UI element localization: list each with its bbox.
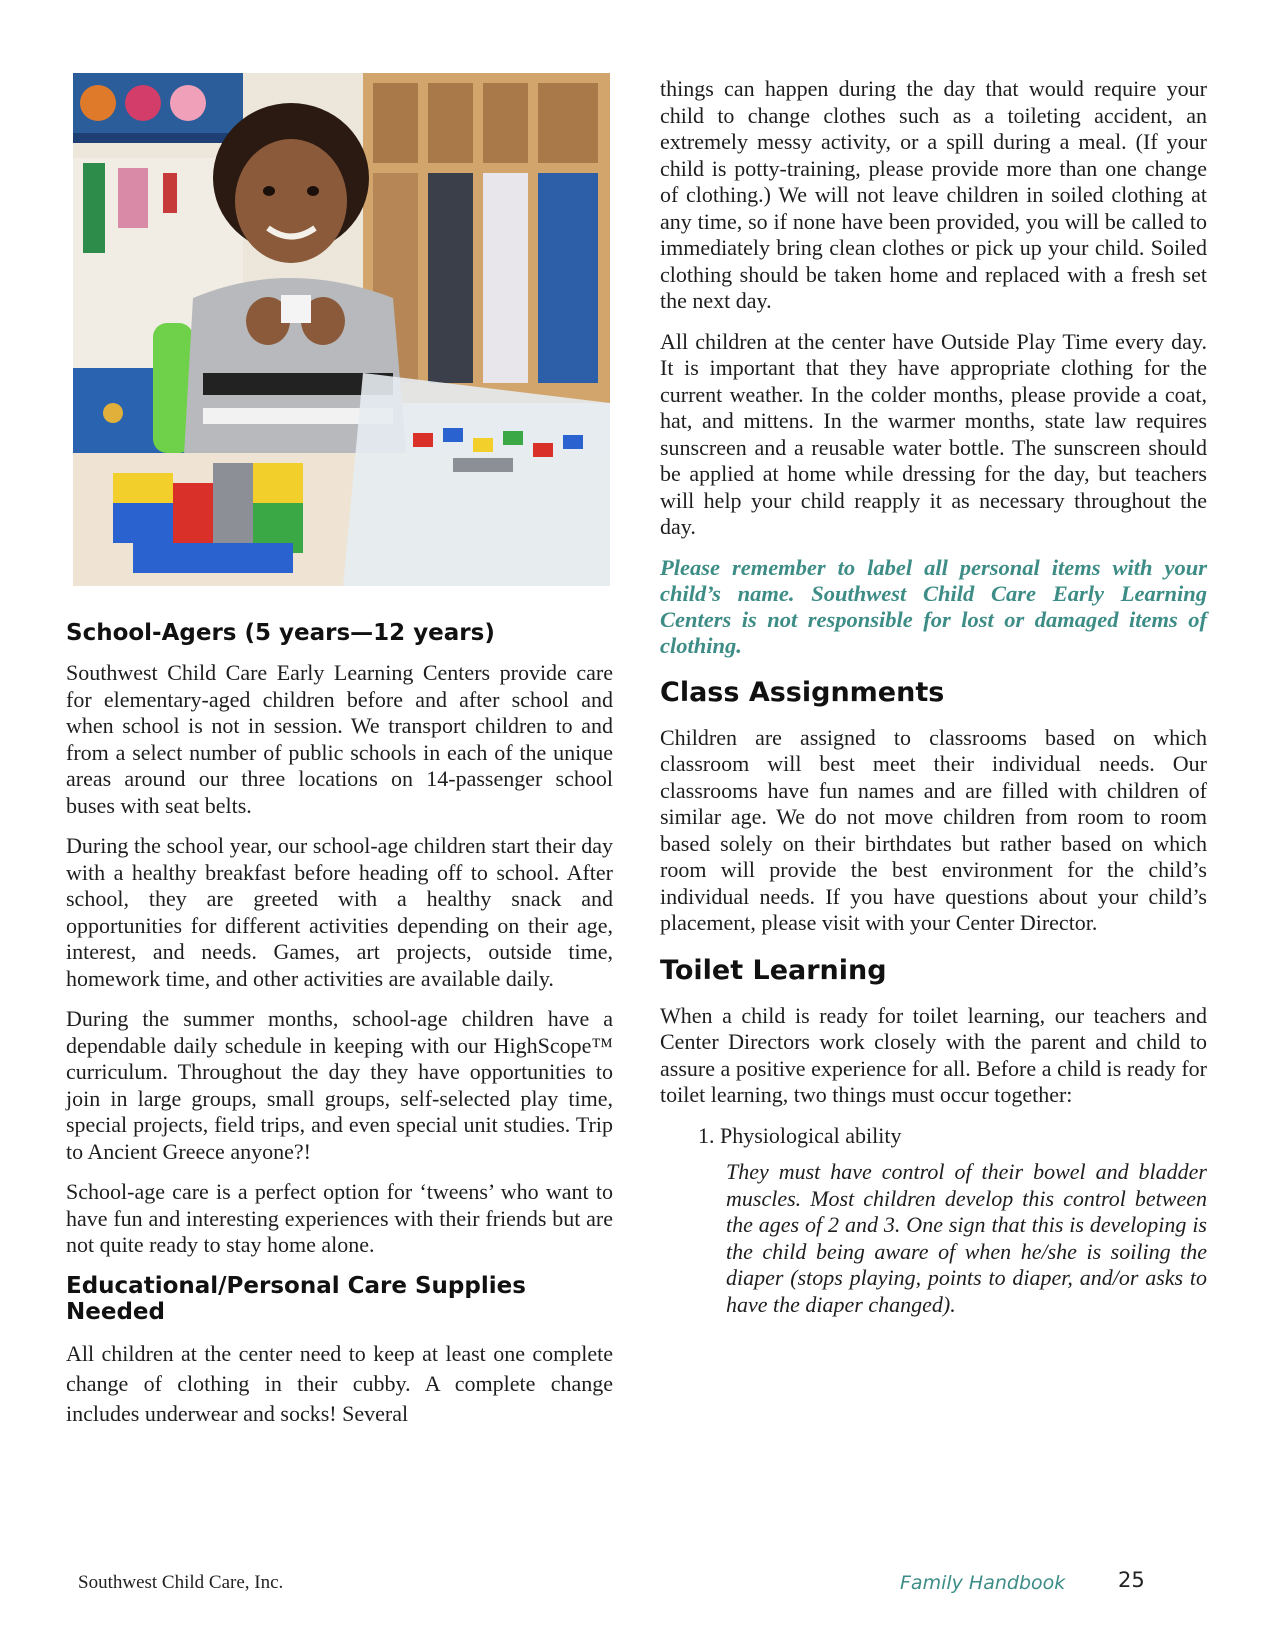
label-items-note: Please remember to label all personal items with your child’s name. Southwest Child Care Early Learning Centers is not responsible for lost or damaged items of clothing.: [660, 554, 1207, 658]
left-column: [66, 600, 613, 1443]
footer-handbook-label: Family Handbook: [900, 1572, 1066, 1594]
school-agers-paragraph-3: During the summer months, school-age children have a dependable daily schedule in keeping with our HighScope™ curriculum. Throughout the day they have opportunities to join in large groups, small groups, self-selected play time, special projects, field trips, and even special unit studies. Trip to Ancient Greece anyone?!: [66, 1006, 613, 1164]
supplies-paragraph-1-continued: things can happen during the day that would require your child to change clothes such as a toileting accident, an extremely messy activity, or a spill during a meal. (If your child is potty-training, please provide more than one change of clothing.) We will not leave children in soiled clothing at any time, so if none have been provided, you will be called to immediately bring clean clothes or pick up your child. Soiled clothing should be taken home and replaced with a fresh set the next day.: [660, 76, 1207, 313]
school-agers-paragraph-2: During the school year, our school-age children start their day with a healthy breakfast before heading off to school. After school, they are greeted with a healthy snack and opportunities for different activities depending on their age, interest, and needs. Games, art projects, outside time, homework time, and other activities are available daily.: [66, 833, 613, 991]
toilet-learning-paragraph: When a child is ready for toilet learning, our teachers and Center Directors work closely with the parent and child to assure a positive experience for all. Before a child is ready for toilet learning, two things must occur together:: [660, 1002, 1207, 1107]
supplies-paragraph-2: All children at the center have Outside Play Time every day. It is important that they have appropriate clothing for the current weather. In the colder months, please provide a coat, hat, and mittens. In the warmer months, state law requires sunscreen and a reusable water bottle. The sunscreen should be applied at home while dressing for the day, but teachers will help your child reapply it as necessary throughout the day.: [660, 328, 1207, 539]
school-agers-paragraph-1: Southwest Child Care Early Learning Centers provide care for elementary-aged children before and after school and when school is not in session. We transport children to and from a select number of public schools in each of the unique areas around our three locations on 14-passenger school buses with seat belts.: [66, 660, 613, 818]
photo-illustration: [73, 73, 610, 586]
section-title-class-assignments: Class Assignments: [660, 676, 945, 708]
list-item-physiological-ability: 1. Physiological ability: [698, 1122, 902, 1148]
page-number: 25: [1118, 1568, 1145, 1592]
school-agers-paragraph-4: School-age care is a perfect option for ‘tweens’ who want to have fun and interesting experiences with their friends but are not quite ready to stay home alone.: [66, 1179, 613, 1257]
child-playing-with-blocks-photo: [73, 73, 610, 586]
supplies-paragraph-1: All children at the center need to keep at least one complete change of clothing in their cubby. A complete change includes underwear and socks! Several: [66, 1340, 613, 1426]
section-title-toilet-learning: Toilet Learning: [660, 954, 887, 986]
footer-organization: Southwest Child Care, Inc.: [78, 1572, 284, 1593]
physiological-ability-detail: They must have control of their bowel and bladder muscles. Most children develop this control between the ages of 2 and 3. One sign that this is developing is the child being aware of when he/she is soiling the diaper (stops playing, points to diaper, and/or asks to have the diaper changed).: [726, 1159, 1207, 1317]
section-title-supplies-needed: Educational/Personal Care Supplies Needed: [66, 1272, 526, 1325]
class-assignments-paragraph: Children are assigned to classrooms based on which classroom will best meet their individual needs. Our classrooms have fun names and are filled with children of similar age. We do not move children from room to room based solely on their birthdates but rather based on which room will provide the best environment for the child’s individual needs. If you have questions about your child’s placement, please visit with your Center Director.: [660, 724, 1207, 935]
section-title-school-agers: School-Agers (5 years—12 years): [66, 620, 495, 646]
right-column: [660, 76, 1207, 1318]
